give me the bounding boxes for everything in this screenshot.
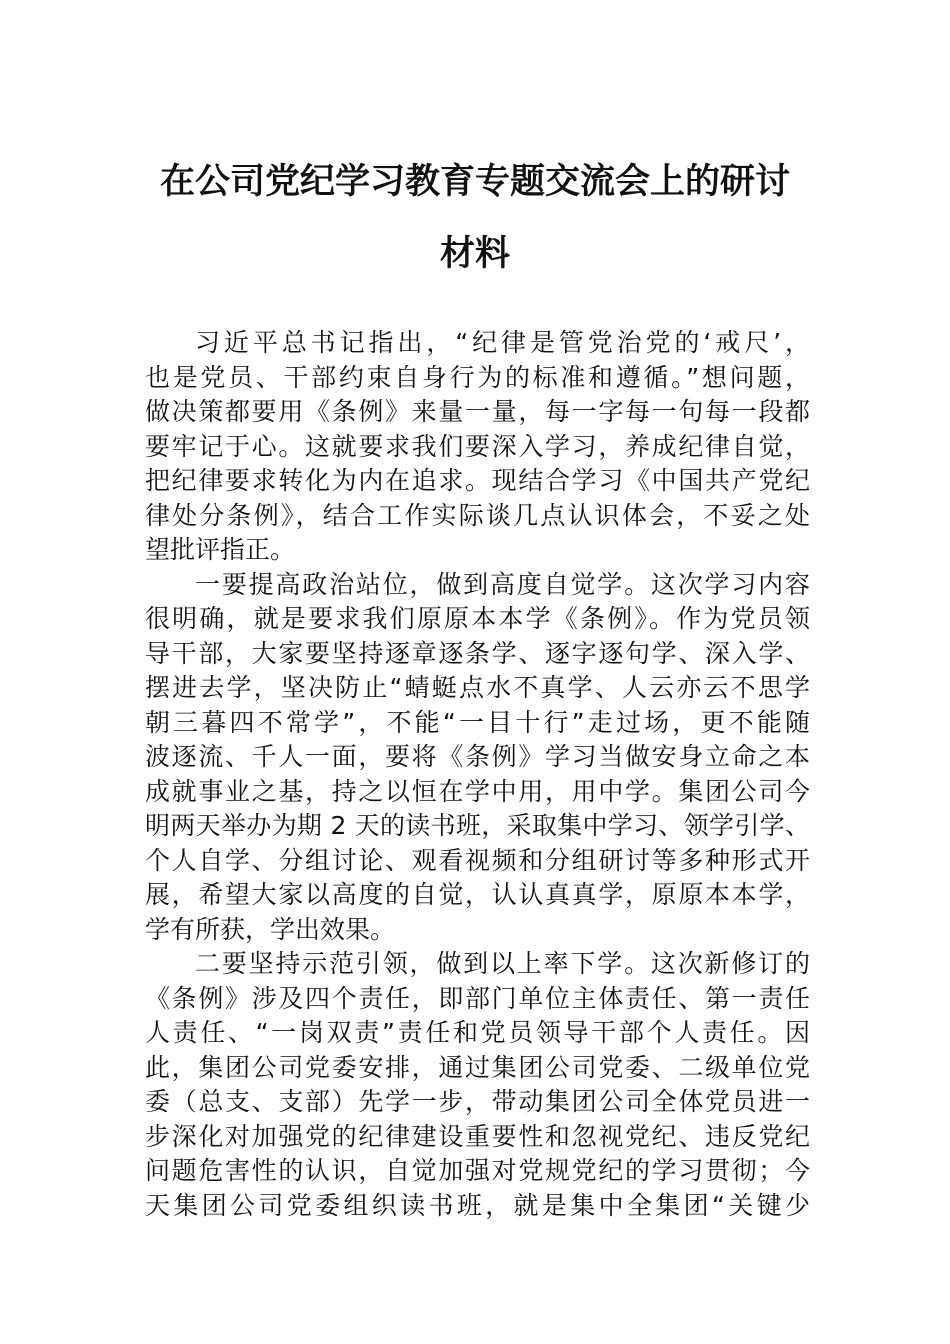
- text-line: 成就事业之基，持之以恒在学中用，用中学。集团公司今: [145, 776, 810, 806]
- text-line: 做决策都要用《条例》来量一量，每一字每一句每一段都: [145, 397, 810, 426]
- text-line: 人责任、“一岗双责”责任和党员领导干部个人责任。因: [145, 1018, 810, 1047]
- text-line: 要牢记于心。这就要求我们要深入学习，养成纪律自觉，: [145, 431, 810, 461]
- text-line: 问题危害性的认识，自觉加强对党规党纪的学习贯彻；今: [145, 1156, 810, 1185]
- text-line: 导干部，大家要坚持逐章逐条学、逐字逐句学、深入学、: [145, 638, 810, 668]
- title-line-2: 材料: [439, 234, 510, 274]
- text-line: 学有所获，学出效果。: [145, 914, 396, 944]
- text-line: 展，希望大家以高度的自觉，认认真真学，原原本本学，: [145, 880, 810, 909]
- text-line: 《条例》涉及四个责任，即部门单位主体责任、第一责任: [145, 983, 810, 1013]
- text-line: 波逐流、千人一面，要将《条例》学习当做安身立命之本: [145, 742, 810, 771]
- text-line: 二要坚持示范引领，做到以上率下学。这次新修订的: [195, 949, 810, 978]
- text-line: 个人自学、分组讨论、观看视频和分组研讨等多种形式开: [145, 845, 810, 875]
- text-line: 委（总支、支部）先学一步，带动集团公司全体党员进一: [145, 1087, 810, 1116]
- title-line-1: 在公司党纪学习教育专题交流会上的研讨: [159, 162, 790, 202]
- text-line: 步深化对加强党的纪律建设重要性和忽视党纪、违反党纪: [145, 1121, 810, 1151]
- paragraph-3: [145, 947, 810, 1223]
- text-line: 摆进去学，坚决防止“蜻蜓点水不真学、人云亦云不思学: [145, 673, 810, 702]
- text-line: 也是党员、干部约束自身行为的标准和遵循。”想问题，: [145, 362, 810, 392]
- text-line: 望批评指正。: [145, 535, 296, 564]
- text-line: 明两天举办为期 2 天的读书班，采取集中学习、领学引学、: [145, 811, 810, 840]
- paragraph-1: [145, 326, 810, 568]
- text-line: 很明确，就是要求我们原原本本学《条例》。作为党员领: [145, 604, 810, 633]
- text-line: 朝三暮四不常学”，不能“一目十行”走过场，更不能随: [145, 707, 810, 737]
- text-line: 一要提高政治站位，做到高度自觉学。这次学习内容: [195, 569, 810, 599]
- text-line: 律处分条例》，结合工作实际谈几点认识体会，不妥之处: [145, 500, 810, 530]
- document-title: [140, 163, 810, 273]
- text-line: 天集团公司党委组织读书班，就是集中全集团“关键少: [145, 1190, 810, 1220]
- text-line: 把纪律要求转化为内在追求。现结合学习《中国共产党纪: [145, 466, 810, 495]
- document-body: [145, 326, 810, 1223]
- text-line: 习近平总书记指出，“纪律是管党治党的‘戒尺’，: [195, 328, 810, 357]
- paragraph-2: [145, 568, 810, 948]
- text-line: 此，集团公司党委安排，通过集团公司党委、二级单位党: [145, 1052, 810, 1082]
